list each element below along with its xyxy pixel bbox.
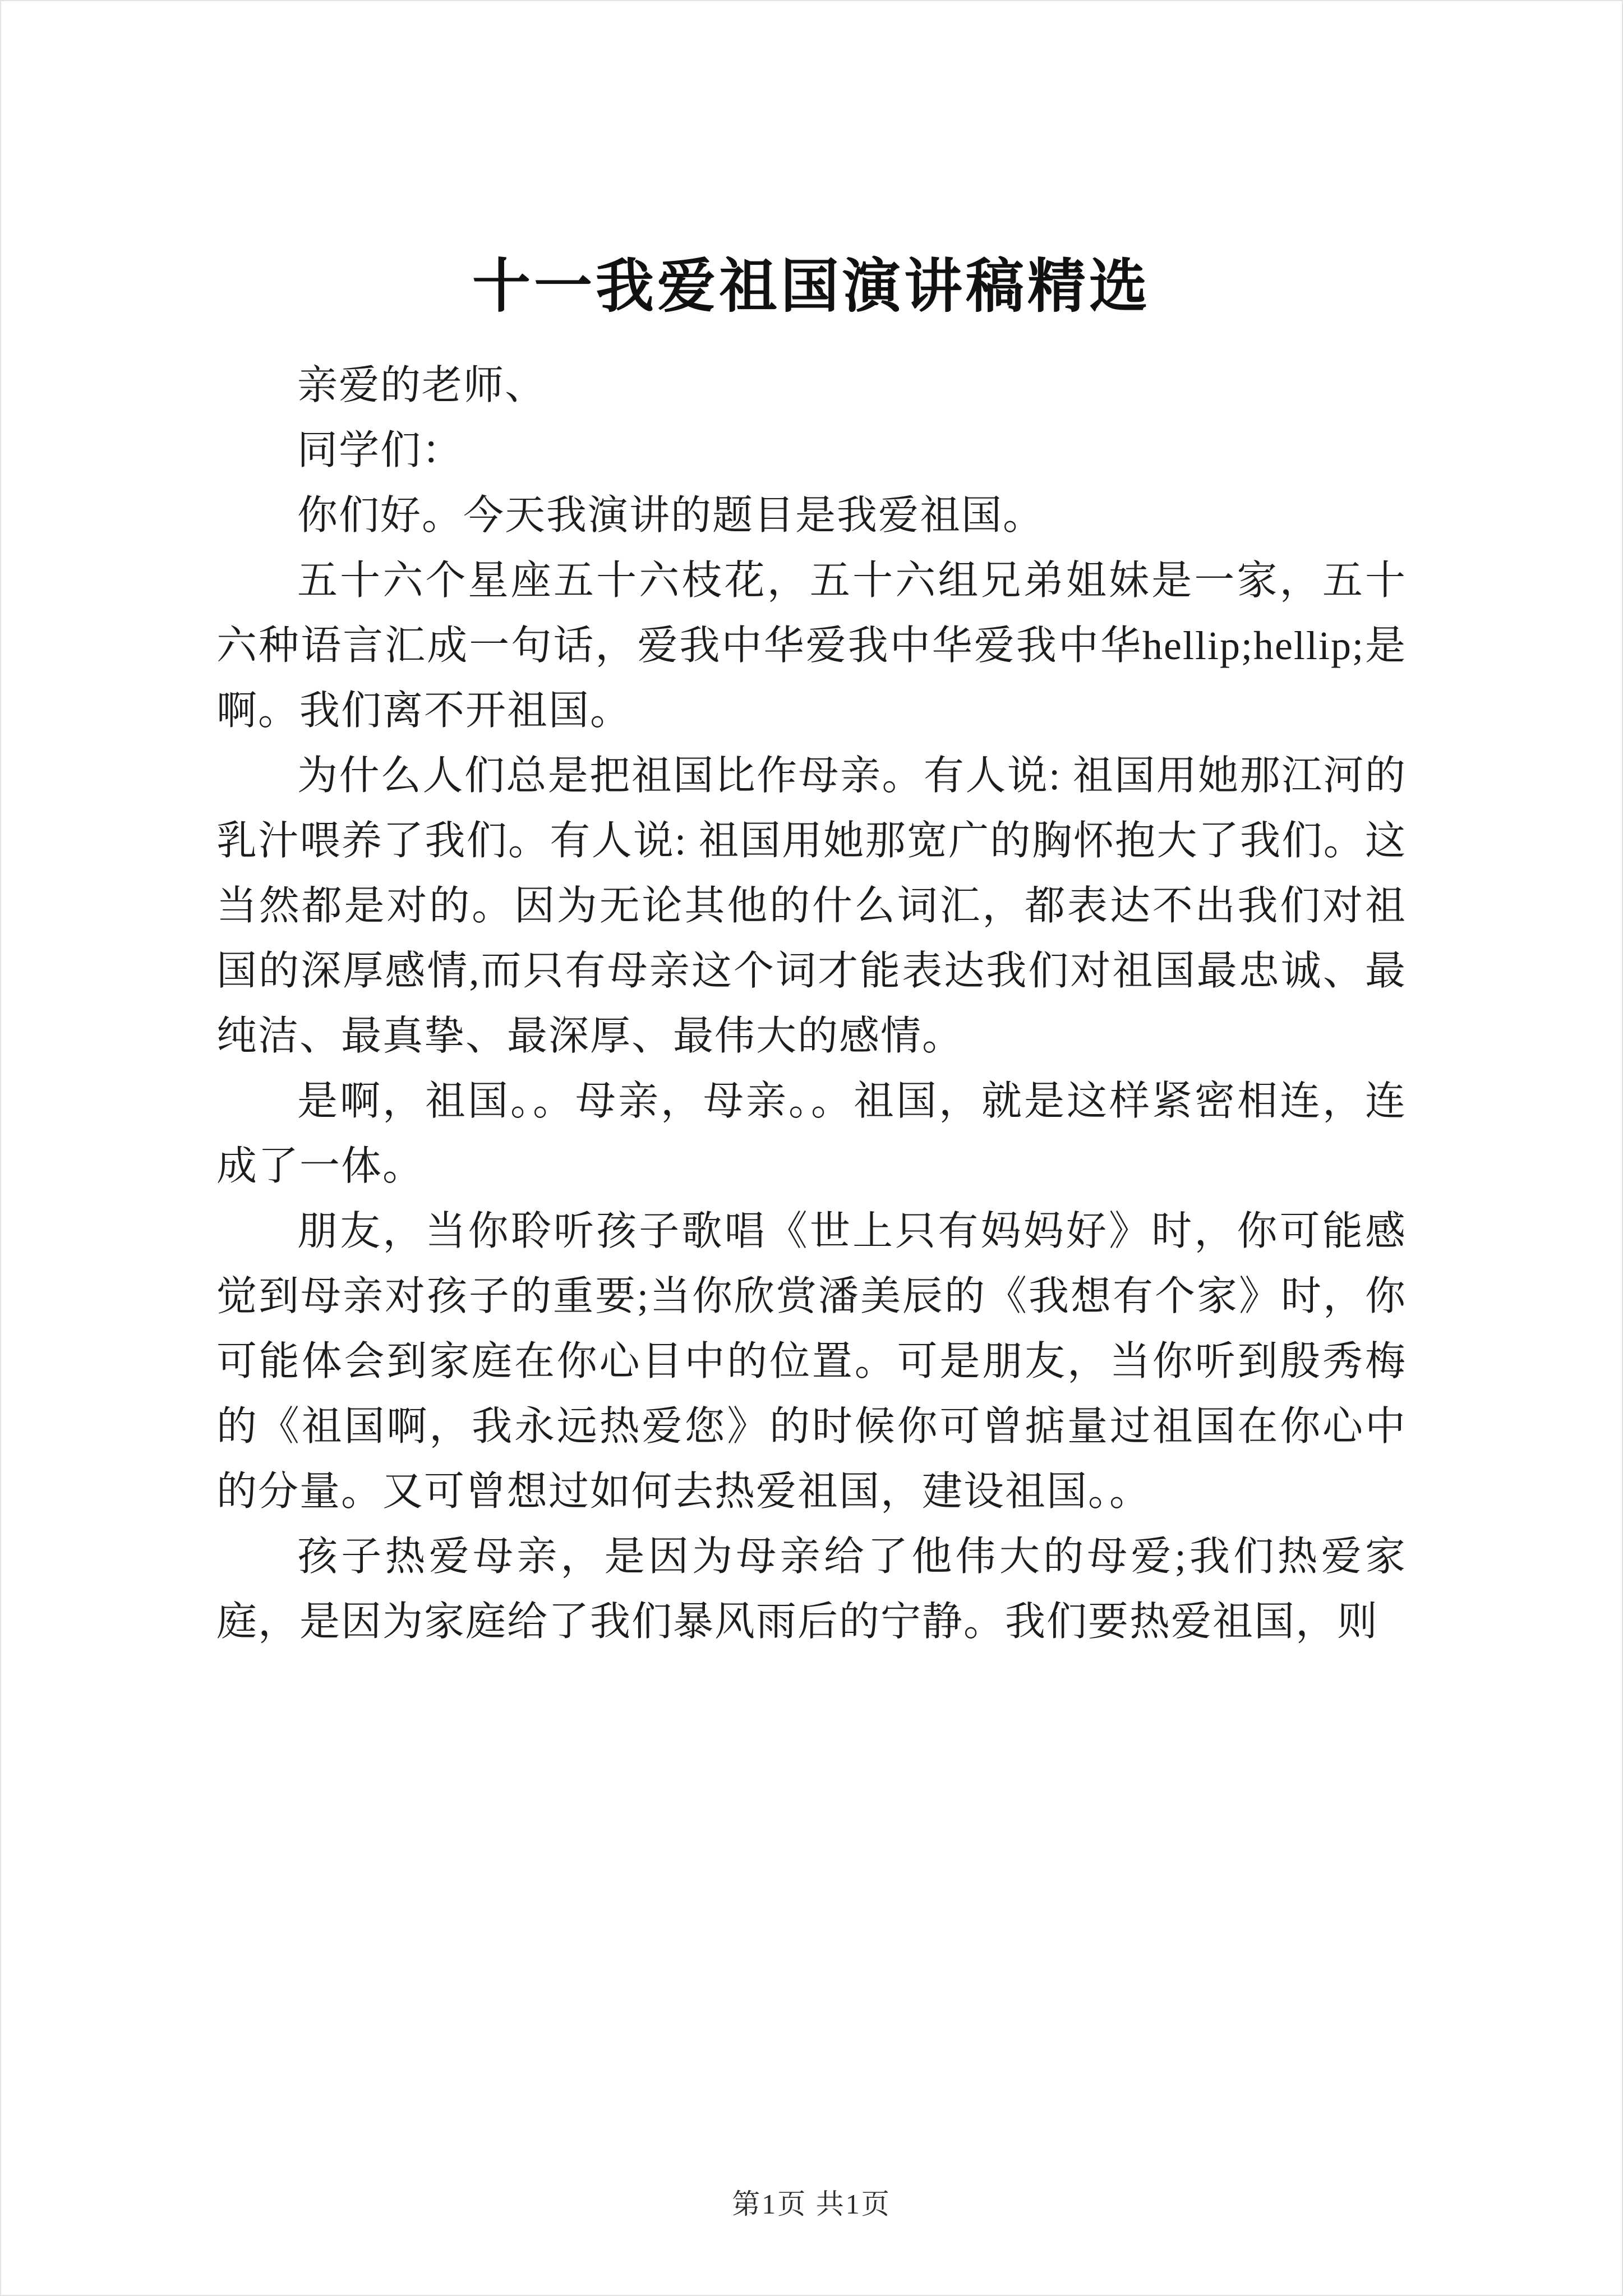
paragraph-greeting: 你们好。今天我演讲的题目是我爱祖国。	[297, 493, 1045, 538]
paragraph-body-1: 五十六个星座五十六枝花，五十六组兄弟姐妹是一家，五十六种语言汇成一句话，爱我中华爱我中华爱我中华hellip;hellip;是啊。我们离不开祖国。	[216, 558, 1407, 733]
paragraph-body-4: 朋友，当你聆听孩子歌唱《世上只有妈妈好》时，你可能感觉到母亲对孩子的重要;当你欣赏潘美辰的《我想有个家》时，你可能体会到家庭在你心目中的位置。可是朋友，当你听到殷秀梅的《祖国啊，我永远热爱您》的时候你可曾掂量过祖国在你心中的分量。又可曾想过如何去热爱祖国，建设祖国。。	[216, 1209, 1407, 1514]
document-title: 十一我爱祖国演讲稿精选	[472, 255, 1151, 319]
paragraph-body-3: 是啊，祖国。。母亲，母亲。。祖国，就是这样紧密相连，连成了一体。	[216, 1079, 1407, 1189]
page-number-indicator: 第1页 共1页	[732, 2188, 891, 2220]
paragraph-salutation-2: 同学们：	[297, 428, 464, 473]
paragraph-body-2: 为什么人们总是把祖国比作母亲。有人说: 祖国用她那江河的乳汁喂养了我们。有人说: 祖国用她那宽广的胸怀抱大了我们。这当然都是对的。因为无论其他的什么词汇，都表达不出我们对祖国的深厚感情,而只有母亲这个词才能表达我们对祖国最忠诚、最纯洁、最真挚、最深厚、最伟大的感情。	[216, 753, 1407, 1059]
document-content	[1, 1, 1622, 1654]
paragraph-salutation: 亲爱的老师、	[297, 363, 547, 408]
paragraph-body-5: 孩子热爱母亲，是因为母亲给了他伟大的母爱;我们热爱家庭，是因为家庭给了我们暴风雨后的宁静。我们要热爱祖国，则	[216, 1534, 1407, 1644]
